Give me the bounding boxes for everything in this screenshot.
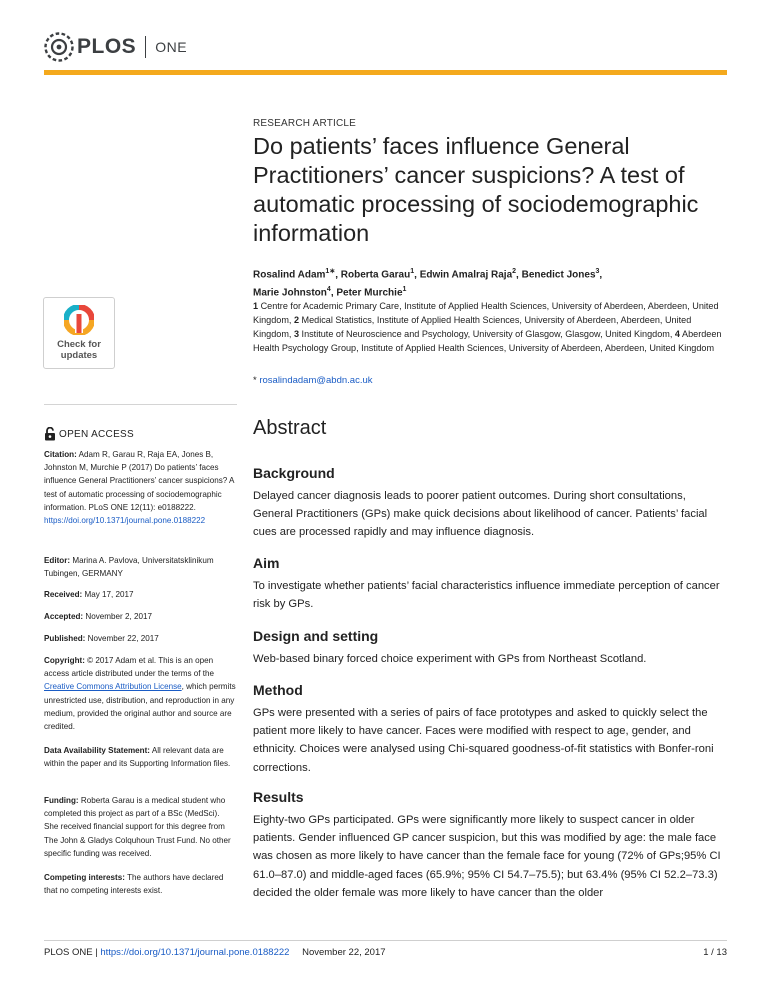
results-heading: Results: [253, 789, 304, 805]
affiliation-number: 2: [293, 315, 300, 325]
published-block: [44, 632, 236, 645]
funding-text: Roberta Garau is a medical student who completed this project as part of a BSc (MedSci). She received financial support for this degree from The John & Gladys Colquhoun Trust Fund. No other specific funding was received.: [44, 796, 231, 858]
sidebar-divider: [44, 404, 237, 405]
footer-journal: PLOS ONE |: [44, 947, 98, 958]
background-text: Delayed cancer diagnosis leads to poorer patient outcomes. During short consultations, General Practitioners (GPs) make quick decisions about likelihood of cancer. Patients’ facial cues are processed rapidly and may influence diagnosis.: [253, 490, 708, 539]
logo-divider: [145, 36, 146, 58]
footer-date: November 22, 2017: [302, 947, 386, 958]
editor-label: Editor:: [44, 556, 71, 565]
aim-text: To investigate whether patients’ facial characteristics influence immediate perception of cancer risk by GPs.: [253, 580, 720, 611]
affiliation-number: 4: [674, 329, 680, 339]
data-availability-label: Data Availability Statement:: [44, 746, 150, 755]
data-availability-text: All relevant data are within the paper and its Supporting Information files.: [44, 746, 231, 769]
plos-logo-icon: [44, 32, 74, 62]
open-access-label: OPEN ACCESS: [59, 428, 134, 440]
copyright-label: Copyright:: [44, 656, 85, 665]
author-name[interactable]: Rosalind Adam: [253, 269, 326, 281]
header-accent-rule: [44, 70, 727, 75]
article-type: RESEARCH ARTICLE: [253, 118, 357, 129]
email-link[interactable]: rosalindadam@abdn.ac.uk: [259, 375, 373, 386]
funding-block: [44, 794, 236, 860]
data-availability-block: [44, 744, 236, 770]
received-block: [44, 588, 236, 601]
copyright-text-after: , which permits unrestricted use, distribution, and reproduction in any medium, provided the original author and source are credited.: [44, 682, 236, 732]
citation-doi-link[interactable]: https://doi.org/10.1371/journal.pone.0188222: [44, 516, 206, 526]
design-text: Web-based binary forced choice experiment with GPs from Northeast Scotland.: [253, 653, 647, 665]
open-access-badge: [44, 427, 134, 441]
author-affiliation-mark: 1∗: [325, 268, 336, 275]
footer-citation: [44, 947, 386, 958]
affiliation-text: Institute of Neuroscience and Psychology, University of Glasgow, Glasgow, United Kingdom,: [301, 329, 673, 339]
affiliations: [253, 299, 723, 355]
author-name[interactable]: Peter Murchie: [336, 287, 403, 299]
author-name[interactable]: Edwin Amalraj Raja: [419, 269, 513, 281]
funding-label: Funding:: [44, 796, 79, 805]
competing-interests-block: [44, 871, 236, 897]
published-date: November 22, 2017: [87, 634, 159, 643]
footer-doi-link[interactable]: https://doi.org/10.1371/journal.pone.0188222: [100, 947, 290, 958]
author-affiliation-mark: 3: [595, 268, 600, 275]
cc-license-link[interactable]: Creative Commons Attribution License: [44, 682, 182, 692]
accepted-label: Accepted:: [44, 612, 84, 621]
author-affiliation-mark: 1: [410, 268, 415, 275]
affiliation-text: Centre for Academic Primary Care, Institute of Applied Health Sciences, University of Aberdeen, Aberdeen, United Kingdom,: [253, 301, 719, 325]
logo-brand: PLOS: [77, 35, 137, 58]
corresponding-star: *: [253, 375, 257, 386]
open-lock-icon: [44, 427, 56, 441]
author-affiliation-mark: 2: [512, 268, 517, 275]
citation-label: Citation:: [44, 450, 77, 459]
editor-text: Marina A. Pavlova, Universitatsklinikum Tubingen, GERMANY: [44, 556, 214, 579]
footer-divider: [44, 940, 727, 941]
published-label: Published:: [44, 634, 86, 643]
citation-text: Adam R, Garau R, Raja EA, Jones B, Johnston M, Murchie P (2017) Do patients’ faces influence General Practitioners’ cancer suspicions? A test of automatic processing of sociodemographic information. PLoS ONE 12(11): e0188222.: [44, 450, 235, 512]
copyright-block: [44, 654, 236, 733]
aim-heading: Aim: [253, 555, 280, 571]
check-for-updates-button[interactable]: [43, 297, 115, 369]
author-name[interactable]: Benedict Jones: [521, 269, 596, 281]
method-text: GPs were presented with a series of pairs of face prototypes and asked to quickly select the patient more likely to have cancer. Faces were modified with respect to age, gender, and ethnicity. Choices were analysed using Chi-squared goodness-of-fit statistics with Bonfer-roni corrections.: [253, 707, 714, 774]
page-number: 1 / 13: [703, 947, 727, 958]
check-updates-icon: [64, 305, 94, 335]
author-affiliation-mark: 4: [326, 286, 331, 294]
corresponding-email: [253, 375, 373, 386]
affiliation-number: 3: [293, 329, 300, 339]
received-label: Received:: [44, 590, 83, 599]
received-date: May 17, 2017: [84, 590, 134, 599]
editor-block: [44, 554, 236, 580]
author-name[interactable]: Marie Johnston: [253, 287, 327, 299]
abstract-heading: Abstract: [253, 417, 327, 439]
method-heading: Method: [253, 682, 303, 698]
author-affiliation-mark: 1: [402, 286, 407, 294]
accepted-block: [44, 610, 236, 623]
competing-interests-label: Competing interests:: [44, 873, 125, 882]
copyright-text: © 2017 Adam et al. This is an open access article distributed under the terms of the: [44, 656, 215, 679]
author-name[interactable]: Roberta Garau: [340, 269, 411, 281]
citation-block: [44, 448, 236, 527]
results-text: Eighty-two GPs participated. GPs were significantly more likely to suspect cancer in older patients. Gender influenced GP cancer suspicion, but this was modified by age: the male face was chosen as more likely to have cancer than the female face for young (72% of GPs;95% CI 61.0–87.0) and middle-aged faces (65.9%; 95% CI 54.7–75.5); but 63.4% (95% CI 52.2–73.3) decided the older female was more likely to have cancer than the older: [253, 814, 721, 899]
plos-one-logo: [44, 30, 187, 64]
logo-journal: ONE: [155, 39, 188, 55]
competing-interests-text: The authors have declared that no competing interests exist.: [44, 873, 224, 896]
article-title: Do patients’ faces influence General Practitioners’ cancer suspicions? A test of automatic processing of sociodemographic information: [253, 133, 699, 246]
author-list: Rosalind Adam$^{1∗}$, Roberta Garau$^1$, Edwin Amalraj Raja$^2$, Benedict Jones$^3$, Marie Johnston$^4$, Peter Murchie$^1$: [253, 268, 603, 299]
affiliation-text: Aberdeen Health Psychology Group, Institute of Applied Health Sciences, University of Aberdeen, Aberdeen, United Kingdom: [253, 329, 722, 353]
background-heading: Background: [253, 465, 335, 481]
affiliation-number: 1: [253, 301, 259, 311]
affiliation-text: Medical Statistics, Institute of Applied Health Sciences, University of Aberdeen, Aberdeen, United Kingdom,: [253, 315, 692, 339]
accepted-date: November 2, 2017: [85, 612, 152, 621]
check-updates-label: Check for updates: [57, 339, 101, 361]
design-heading: Design and setting: [253, 628, 379, 644]
